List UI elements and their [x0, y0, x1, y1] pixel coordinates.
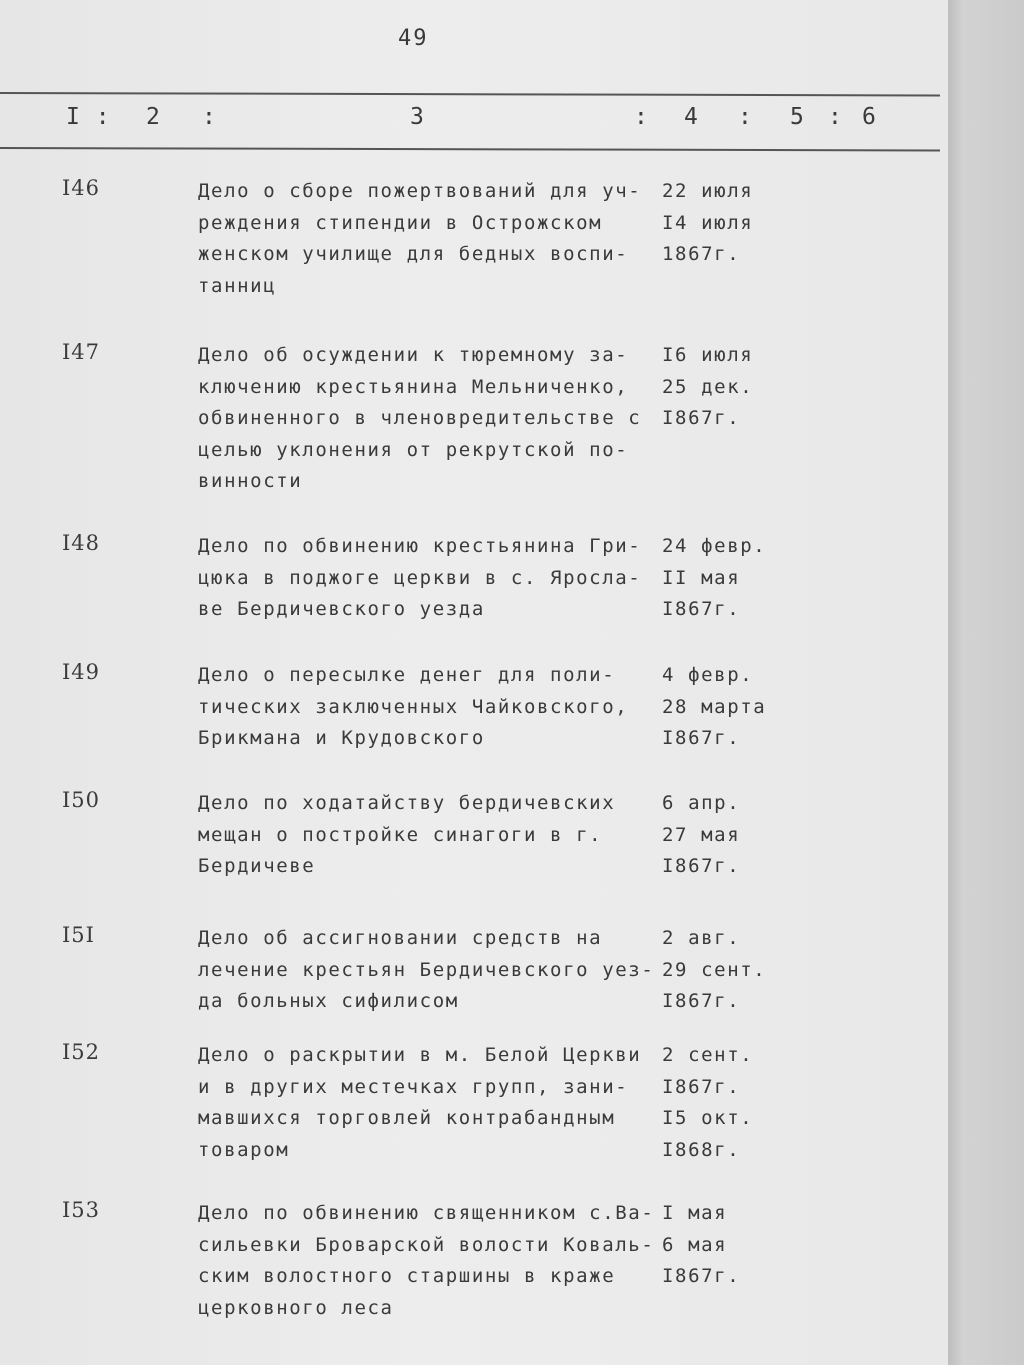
case-title-line: обвиненного в членовредительстве с	[198, 407, 642, 429]
case-title-line: мещан о постройке синагоги в г.	[198, 823, 603, 846]
date-line: I мая	[662, 1202, 728, 1224]
date-line: 2 авг.	[662, 927, 741, 949]
date-line: 1867г.	[662, 243, 741, 265]
date-line: I867г.	[662, 598, 741, 620]
case-title	[198, 340, 658, 498]
case-number: I46	[62, 176, 101, 200]
date-line: I5 окт.	[662, 1107, 754, 1129]
date-line: 6 апр.	[662, 792, 741, 814]
date-line: II мая	[662, 566, 741, 589]
case-title-line: сильевки Броварской волости Коваль-	[198, 1233, 655, 1256]
case-title	[198, 660, 658, 755]
date-line: 27 мая	[662, 823, 741, 846]
case-title-line: целью уклонения от рекрутской по-	[198, 438, 629, 461]
case-title	[198, 788, 658, 883]
column-separator: :	[202, 104, 217, 130]
case-title-line: винности	[198, 470, 303, 492]
case-title-line: да больных сифилисом	[198, 990, 459, 1012]
date-line: 2 сент.	[662, 1044, 754, 1066]
case-title-line: цюка в поджоге церкви в с. Яросла-	[198, 566, 642, 589]
case-dates	[662, 923, 766, 1018]
case-title-line: Дело о пересылке денег для поли-	[198, 664, 616, 686]
case-dates	[662, 1198, 740, 1293]
case-title-line: Дело по обвинению крестьянина Гри-	[198, 535, 642, 557]
column-header-1: I :	[66, 104, 111, 130]
case-title	[198, 176, 658, 302]
case-number: I48	[62, 531, 101, 555]
case-title-line: и в других местечках групп, зани-	[198, 1075, 629, 1098]
case-title-line: мавшихся торговлей контрабандным	[198, 1107, 616, 1129]
case-title-line: церковного леса	[198, 1296, 394, 1319]
column-header-5: 5	[790, 104, 805, 130]
date-line: 25 дек.	[662, 375, 754, 398]
case-title-line: Брикмана и Крудовского	[198, 727, 485, 749]
case-title-line: реждения стипендии в Острожском	[198, 211, 603, 234]
page-number: 49	[398, 26, 429, 51]
case-title-line: Бердичеве	[198, 855, 316, 877]
case-title-line: ключению крестьянина Мельниченко,	[198, 375, 629, 398]
case-number: I50	[62, 788, 101, 812]
case-number: I5I	[62, 923, 95, 947]
case-title-line: товаром	[198, 1138, 290, 1161]
column-separator: :	[634, 104, 649, 130]
date-line: 22 июля	[662, 180, 754, 202]
case-dates	[662, 788, 740, 883]
case-title	[198, 1040, 658, 1166]
case-title-line: Дело о сборе пожертвований для уч-	[198, 180, 642, 202]
case-number: I53	[62, 1198, 101, 1222]
case-dates	[662, 340, 753, 435]
case-number: I47	[62, 340, 101, 364]
case-dates	[662, 1040, 753, 1166]
date-line: 6 мая	[662, 1233, 728, 1256]
case-title-line: ве Бердичевского уезда	[198, 598, 485, 620]
case-dates	[662, 531, 766, 626]
date-line: 24 февр.	[662, 535, 767, 557]
date-line: I868г.	[662, 1138, 741, 1161]
case-title	[198, 1198, 658, 1324]
column-header-3: 3	[410, 104, 425, 130]
header-bottom-rule	[0, 147, 940, 151]
case-title-line: Дело об ассигновании средств на	[198, 927, 603, 949]
date-line: I867г.	[662, 990, 741, 1012]
case-title-line: тических заключенных Чайковского,	[198, 695, 629, 718]
date-line: I6 июля	[662, 344, 754, 366]
column-header-2: 2	[146, 104, 161, 130]
column-header-6: 6	[862, 104, 877, 130]
date-line: 28 марта	[662, 695, 767, 718]
case-title-line: Дело по обвинению священником с.Ва-	[198, 1202, 655, 1224]
case-title-line: Дело по ходатайству бердичевских	[198, 792, 616, 814]
date-line: I867г.	[662, 1265, 741, 1287]
date-line: I867г.	[662, 407, 741, 429]
case-title-line: Дело о раскрытии в м. Белой Церкви	[198, 1044, 642, 1066]
page-edge	[948, 0, 1024, 1365]
column-header-4: 4	[684, 104, 699, 130]
case-title-line: лечение крестьян Бердичевского уез-	[198, 958, 655, 981]
header-top-rule	[0, 92, 940, 96]
case-title-line: Дело об осуждении к тюремному за-	[198, 344, 629, 366]
case-title	[198, 531, 658, 626]
date-line: I867г.	[662, 1075, 741, 1098]
case-title-line: ским волостного старшины в краже	[198, 1265, 616, 1287]
date-line: I867г.	[662, 855, 741, 877]
case-title-line: танниц	[198, 274, 277, 297]
case-number: I52	[62, 1040, 101, 1064]
date-line: I867г.	[662, 727, 741, 749]
case-title-line: женском училище для бедных воспи-	[198, 243, 629, 265]
date-line: 29 сент.	[662, 958, 767, 981]
date-line: I4 июля	[662, 211, 754, 234]
case-number: I49	[62, 660, 101, 684]
date-line: 4 февр.	[662, 664, 754, 686]
case-dates	[662, 176, 753, 271]
case-title	[198, 923, 658, 1018]
column-separator: :	[828, 104, 843, 130]
column-separator: :	[738, 104, 753, 130]
case-dates	[662, 660, 766, 755]
